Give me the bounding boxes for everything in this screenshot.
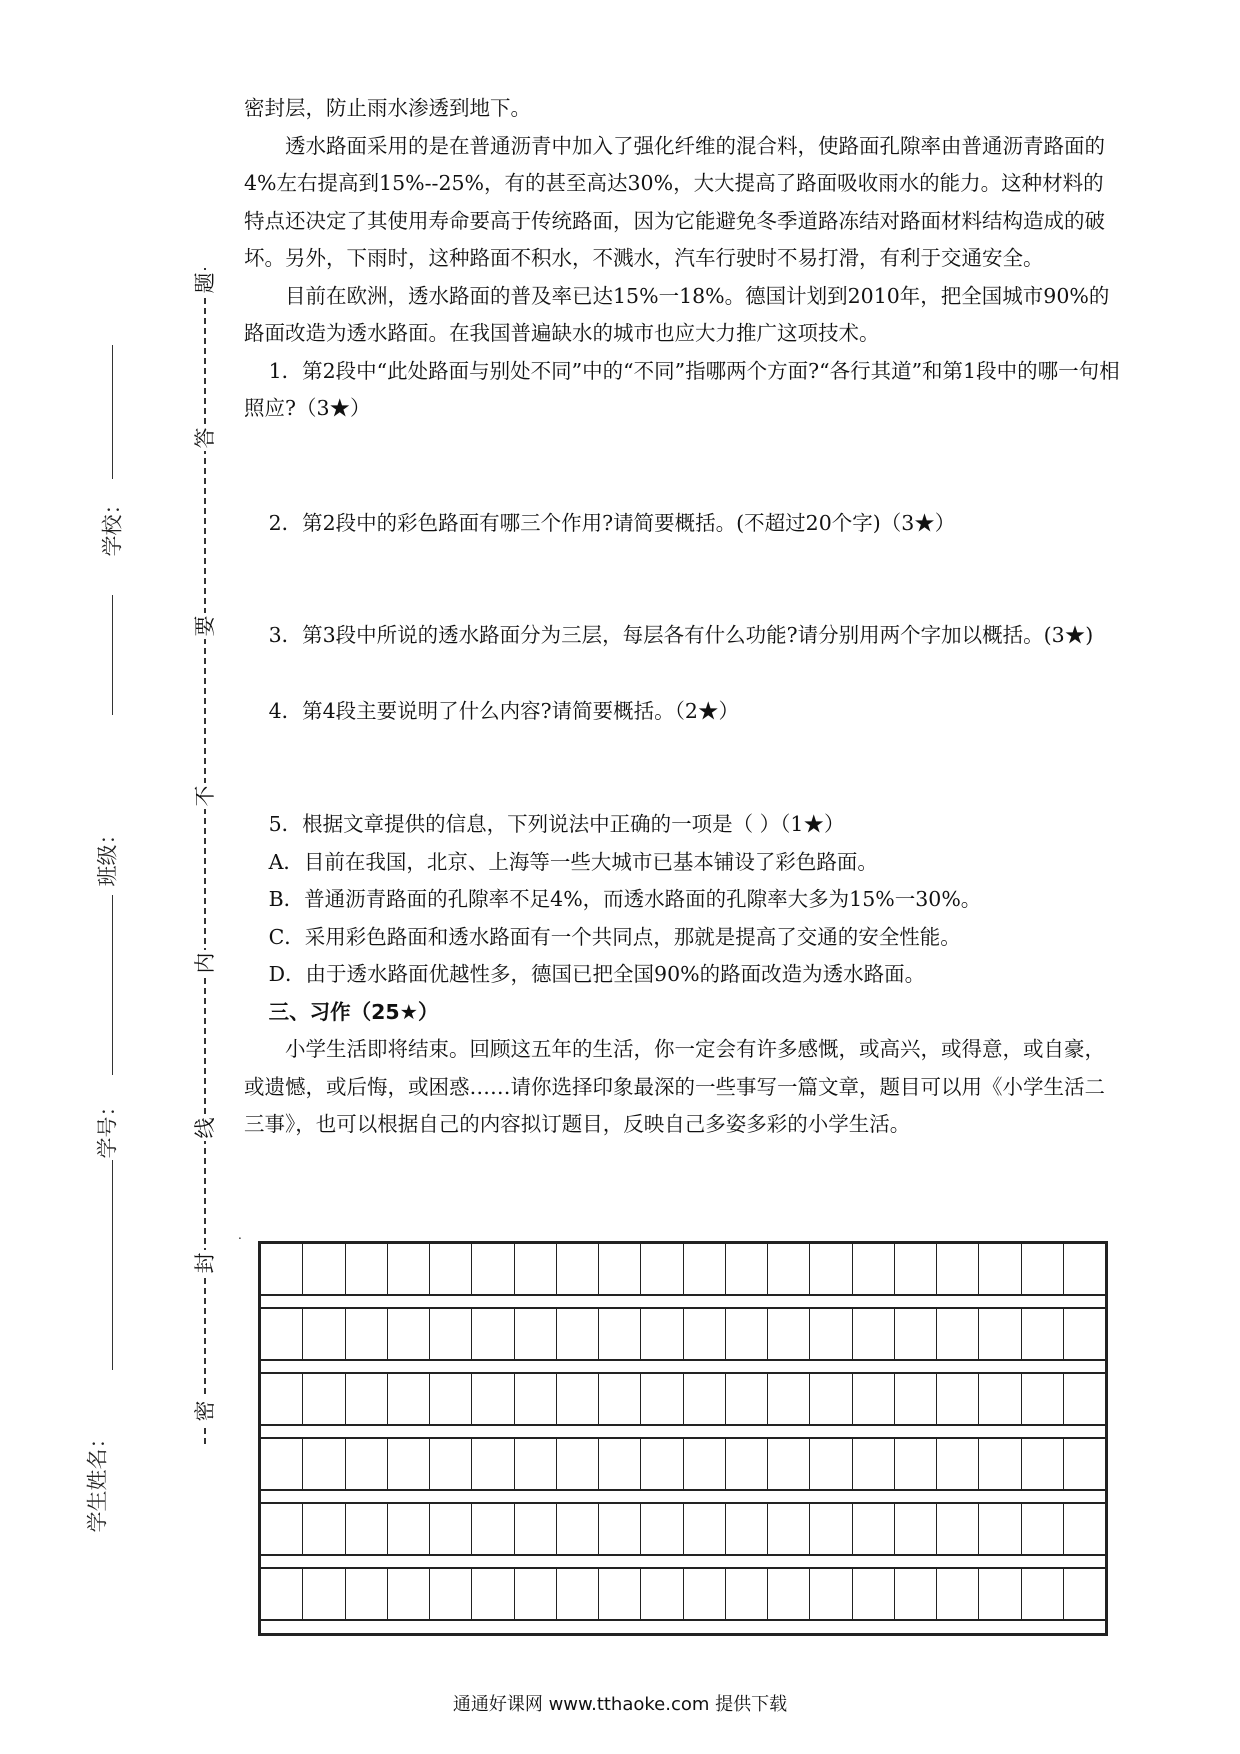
grid-cell[interactable] (853, 1439, 895, 1489)
grid-cell[interactable] (388, 1569, 430, 1619)
grid-cell[interactable] (810, 1569, 852, 1619)
grid-row-gap (261, 1426, 1105, 1439)
grid-cell[interactable] (430, 1244, 472, 1294)
question-4: 4．第4段主要说明了什么内容?请简要概括。（2★） (268, 698, 739, 723)
grid-cell[interactable] (261, 1374, 303, 1424)
grid-cell[interactable] (557, 1439, 599, 1489)
class-blank-line-top (112, 595, 113, 715)
grid-cell[interactable] (303, 1309, 345, 1359)
question-3: 3．第3段中所说的透水路面分为三层，每层各有什么功能?请分别用两个字加以概括。(3★) (268, 623, 1094, 647)
grid-cell[interactable] (641, 1374, 683, 1424)
grid-cell[interactable] (895, 1244, 937, 1294)
grid-cell[interactable] (346, 1374, 388, 1424)
grid-row (261, 1569, 1105, 1621)
option-d: D．由于透水路面优越性多，德国已把全国90%的路面改造为透水路面。 (268, 962, 926, 986)
grid-cell[interactable] (768, 1374, 810, 1424)
option-b: B．普通沥青路面的孔隙率不足4%，而透水路面的孔隙率大多为15%一30%。 (268, 887, 982, 911)
grid-cell[interactable] (557, 1309, 599, 1359)
grid-cell[interactable] (472, 1439, 514, 1489)
grid-cell[interactable] (768, 1439, 810, 1489)
grid-cell[interactable] (937, 1309, 979, 1359)
grid-cell[interactable] (768, 1309, 810, 1359)
grid-cell[interactable] (726, 1504, 768, 1554)
grid-cell[interactable] (768, 1244, 810, 1294)
question-1: 1．第2段中“此处路面与别处不同”中的“不同”指哪两个方面?“各行其道”和第1段中的哪一句相照应?（3★） (244, 358, 1120, 420)
option-c: C．采用彩色路面和透水路面有一个共同点，那就是提高了交通的安全性能。 (268, 924, 961, 949)
grid-cell[interactable] (726, 1439, 768, 1489)
grid-cell[interactable] (1022, 1309, 1064, 1359)
grid-cell[interactable] (937, 1569, 979, 1619)
grid-cell[interactable] (261, 1504, 303, 1554)
grid-cell[interactable] (895, 1309, 937, 1359)
grid-row-gap (261, 1556, 1105, 1569)
grid-cell[interactable] (388, 1244, 430, 1294)
grid-cell[interactable] (557, 1244, 599, 1294)
grid-cell[interactable] (599, 1374, 641, 1424)
grid-cell[interactable] (853, 1504, 895, 1554)
grid-cell[interactable] (810, 1244, 852, 1294)
grid-cell[interactable] (261, 1569, 303, 1619)
question-2: 2．第2段中的彩色路面有哪三个作用?请简要概括。(不超过20个字)（3★） (268, 510, 956, 535)
grid-cell[interactable] (515, 1569, 557, 1619)
writing-grid[interactable] (258, 1241, 1108, 1636)
grid-cell[interactable] (557, 1374, 599, 1424)
grid-cell[interactable] (599, 1569, 641, 1619)
grid-cell[interactable] (726, 1309, 768, 1359)
grid-cell[interactable] (937, 1374, 979, 1424)
grid-cell[interactable] (641, 1309, 683, 1359)
grid-cell[interactable] (1022, 1374, 1064, 1424)
grid-cell[interactable] (726, 1244, 768, 1294)
seal-char-2: 答 (192, 425, 218, 451)
grid-cell[interactable] (684, 1244, 726, 1294)
grid-cell[interactable] (979, 1439, 1021, 1489)
main-content (244, 90, 1120, 1144)
grid-cell[interactable] (430, 1569, 472, 1619)
school-label: 学校： (100, 493, 125, 557)
grid-cell[interactable] (261, 1244, 303, 1294)
grid-cell[interactable] (515, 1504, 557, 1554)
grid-cell[interactable] (895, 1439, 937, 1489)
composition-prompt: 小学生活即将结束。回顾这五年的生活，你一定会有许多感慨，或高兴，或得意，或自豪，或遗憾，或后悔，或困惑……请你选择印象最深的一些事写一篇文章，题目可以用《小学生活二三事》，也可以根据自己的内容拟订题目，反映自己多姿多彩的小学生活。 (244, 1037, 1105, 1136)
footer-source: 通通好课网 www.tthaoke.com 提供下载 (452, 1694, 788, 1715)
grid-cell[interactable] (303, 1374, 345, 1424)
grid-cell[interactable] (684, 1439, 726, 1489)
paragraph-continued: 密封层，防止雨水渗透到地下。 (244, 96, 531, 120)
grid-cell[interactable] (430, 1504, 472, 1554)
grid-row-gap (261, 1621, 1105, 1632)
grid-cell[interactable] (641, 1504, 683, 1554)
grid-cell[interactable] (979, 1309, 1021, 1359)
class-blank-line (112, 895, 113, 1075)
grid-cell[interactable] (303, 1569, 345, 1619)
grid-cell[interactable] (1064, 1569, 1105, 1619)
grid-cell[interactable] (1064, 1374, 1105, 1424)
student-number-label: 学号： (95, 1095, 120, 1159)
grid-row-gap (261, 1361, 1105, 1374)
grid-cell[interactable] (684, 1309, 726, 1359)
grid-cell[interactable] (430, 1374, 472, 1424)
grid-row-gap (261, 1296, 1105, 1309)
grid-row (261, 1374, 1105, 1426)
grid-row (261, 1439, 1105, 1491)
grid-cell[interactable] (346, 1244, 388, 1294)
grid-cell[interactable] (472, 1244, 514, 1294)
class-label: 班级： (95, 823, 120, 887)
grid-cell[interactable] (515, 1439, 557, 1489)
grid-cell[interactable] (768, 1504, 810, 1554)
number-blank-line (112, 1160, 113, 1370)
seal-char-7: 封 (192, 1250, 218, 1276)
grid-cell[interactable] (261, 1439, 303, 1489)
grid-cell[interactable] (599, 1244, 641, 1294)
grid-cell[interactable] (979, 1244, 1021, 1294)
grid-cell[interactable] (1064, 1309, 1105, 1359)
grid-cell[interactable] (726, 1374, 768, 1424)
grid-cell[interactable] (810, 1504, 852, 1554)
grid-cell[interactable] (515, 1309, 557, 1359)
grid-cell[interactable] (937, 1504, 979, 1554)
grid-cell[interactable] (937, 1439, 979, 1489)
seal-char-8: 密 (192, 1398, 218, 1424)
grid-cell[interactable] (388, 1504, 430, 1554)
grid-cell[interactable] (937, 1244, 979, 1294)
grid-cell[interactable] (641, 1439, 683, 1489)
seal-char-3: 要 (192, 613, 218, 639)
grid-cell[interactable] (388, 1309, 430, 1359)
grid-cell[interactable] (726, 1569, 768, 1619)
grid-cell[interactable] (472, 1569, 514, 1619)
option-a: A．目前在我国，北京、上海等一些大城市已基本铺设了彩色路面。 (268, 849, 878, 874)
grid-cell[interactable] (810, 1374, 852, 1424)
seal-char-1: 题 (192, 270, 218, 296)
grid-cell[interactable] (810, 1439, 852, 1489)
grid-cell[interactable] (599, 1439, 641, 1489)
grid-cell[interactable] (1064, 1244, 1105, 1294)
grid-cell[interactable] (430, 1439, 472, 1489)
school-blank-line (112, 345, 113, 479)
grid-cell[interactable] (430, 1309, 472, 1359)
grid-cell[interactable] (768, 1569, 810, 1619)
paragraph-permeable-road: 透水路面采用的是在普通沥青中加入了强化纤维的混合料，使路面孔隙率由普通沥青路面的4%左右提高到15%--25%，有的甚至高达30%，大大提高了路面吸收雨水的能力。这种材料的特点还决定了其使用寿命要高于传统路面，因为它能避免冬季道路冻结对路面材料结构造成的破坏。另外，下雨时，这种路面不积水，不溅水，汽车行驶时不易打滑，有利于交通安全。 (244, 133, 1105, 270)
grid-cell[interactable] (472, 1374, 514, 1424)
seal-char-6: 线 (192, 1115, 218, 1141)
grid-cell[interactable] (684, 1569, 726, 1619)
seal-char-5: 内 (192, 950, 218, 976)
grid-cell[interactable] (1064, 1504, 1105, 1554)
grid-row (261, 1504, 1105, 1556)
grid-cell[interactable] (303, 1244, 345, 1294)
grid-cell[interactable] (472, 1504, 514, 1554)
grid-row-gap (261, 1491, 1105, 1504)
grid-cell[interactable] (1064, 1439, 1105, 1489)
grid-cell[interactable] (599, 1309, 641, 1359)
grid-cell[interactable] (599, 1504, 641, 1554)
question-5: 5．根据文章提供的信息，下列说法中正确的一项是（ ）（1★） (268, 812, 845, 836)
grid-cell[interactable] (303, 1439, 345, 1489)
grid-cell[interactable] (895, 1569, 937, 1619)
grid-cell[interactable] (979, 1374, 1021, 1424)
grid-row (261, 1244, 1105, 1296)
grid-cell[interactable] (515, 1374, 557, 1424)
grid-cell[interactable] (853, 1244, 895, 1294)
grid-cell[interactable] (388, 1439, 430, 1489)
paragraph-europe: 目前在欧洲，透水路面的普及率已达15%一18%。德国计划到2010年，把全国城市90%的路面改造为透水路面。在我国普遍缺水的城市也应大力推广这项技术。 (244, 283, 1110, 345)
grid-cell[interactable] (684, 1504, 726, 1554)
grid-cell[interactable] (557, 1569, 599, 1619)
grid-cell[interactable] (515, 1244, 557, 1294)
grid-cell[interactable] (1022, 1569, 1064, 1619)
grid-cell[interactable] (979, 1569, 1021, 1619)
grid-cell[interactable] (1022, 1244, 1064, 1294)
grid-cell[interactable] (853, 1309, 895, 1359)
grid-row (261, 1309, 1105, 1361)
grid-cell[interactable] (346, 1569, 388, 1619)
grid-cell[interactable] (346, 1309, 388, 1359)
seal-char-4: 不 (192, 783, 218, 809)
grid-cell[interactable] (641, 1569, 683, 1619)
grid-cell[interactable] (557, 1504, 599, 1554)
grid-cell[interactable] (895, 1374, 937, 1424)
grid-cell[interactable] (684, 1374, 726, 1424)
grid-cell[interactable] (346, 1439, 388, 1489)
grid-cell[interactable] (810, 1309, 852, 1359)
section-heading-composition: 三、习作（25★） (268, 999, 439, 1024)
grid-cell[interactable] (472, 1309, 514, 1359)
grid-cell[interactable] (388, 1374, 430, 1424)
grid-cell[interactable] (1022, 1504, 1064, 1554)
grid-cell[interactable] (1022, 1439, 1064, 1489)
grid-cell[interactable] (346, 1504, 388, 1554)
grid-cell[interactable] (261, 1309, 303, 1359)
grid-cell[interactable] (303, 1504, 345, 1554)
grid-cell[interactable] (895, 1504, 937, 1554)
student-name-label: 学生姓名： (85, 1427, 110, 1533)
grid-cell[interactable] (979, 1504, 1021, 1554)
grid-cell[interactable] (853, 1374, 895, 1424)
stray-dot: . (238, 1228, 242, 1242)
grid-cell[interactable] (641, 1244, 683, 1294)
grid-cell[interactable] (853, 1569, 895, 1619)
